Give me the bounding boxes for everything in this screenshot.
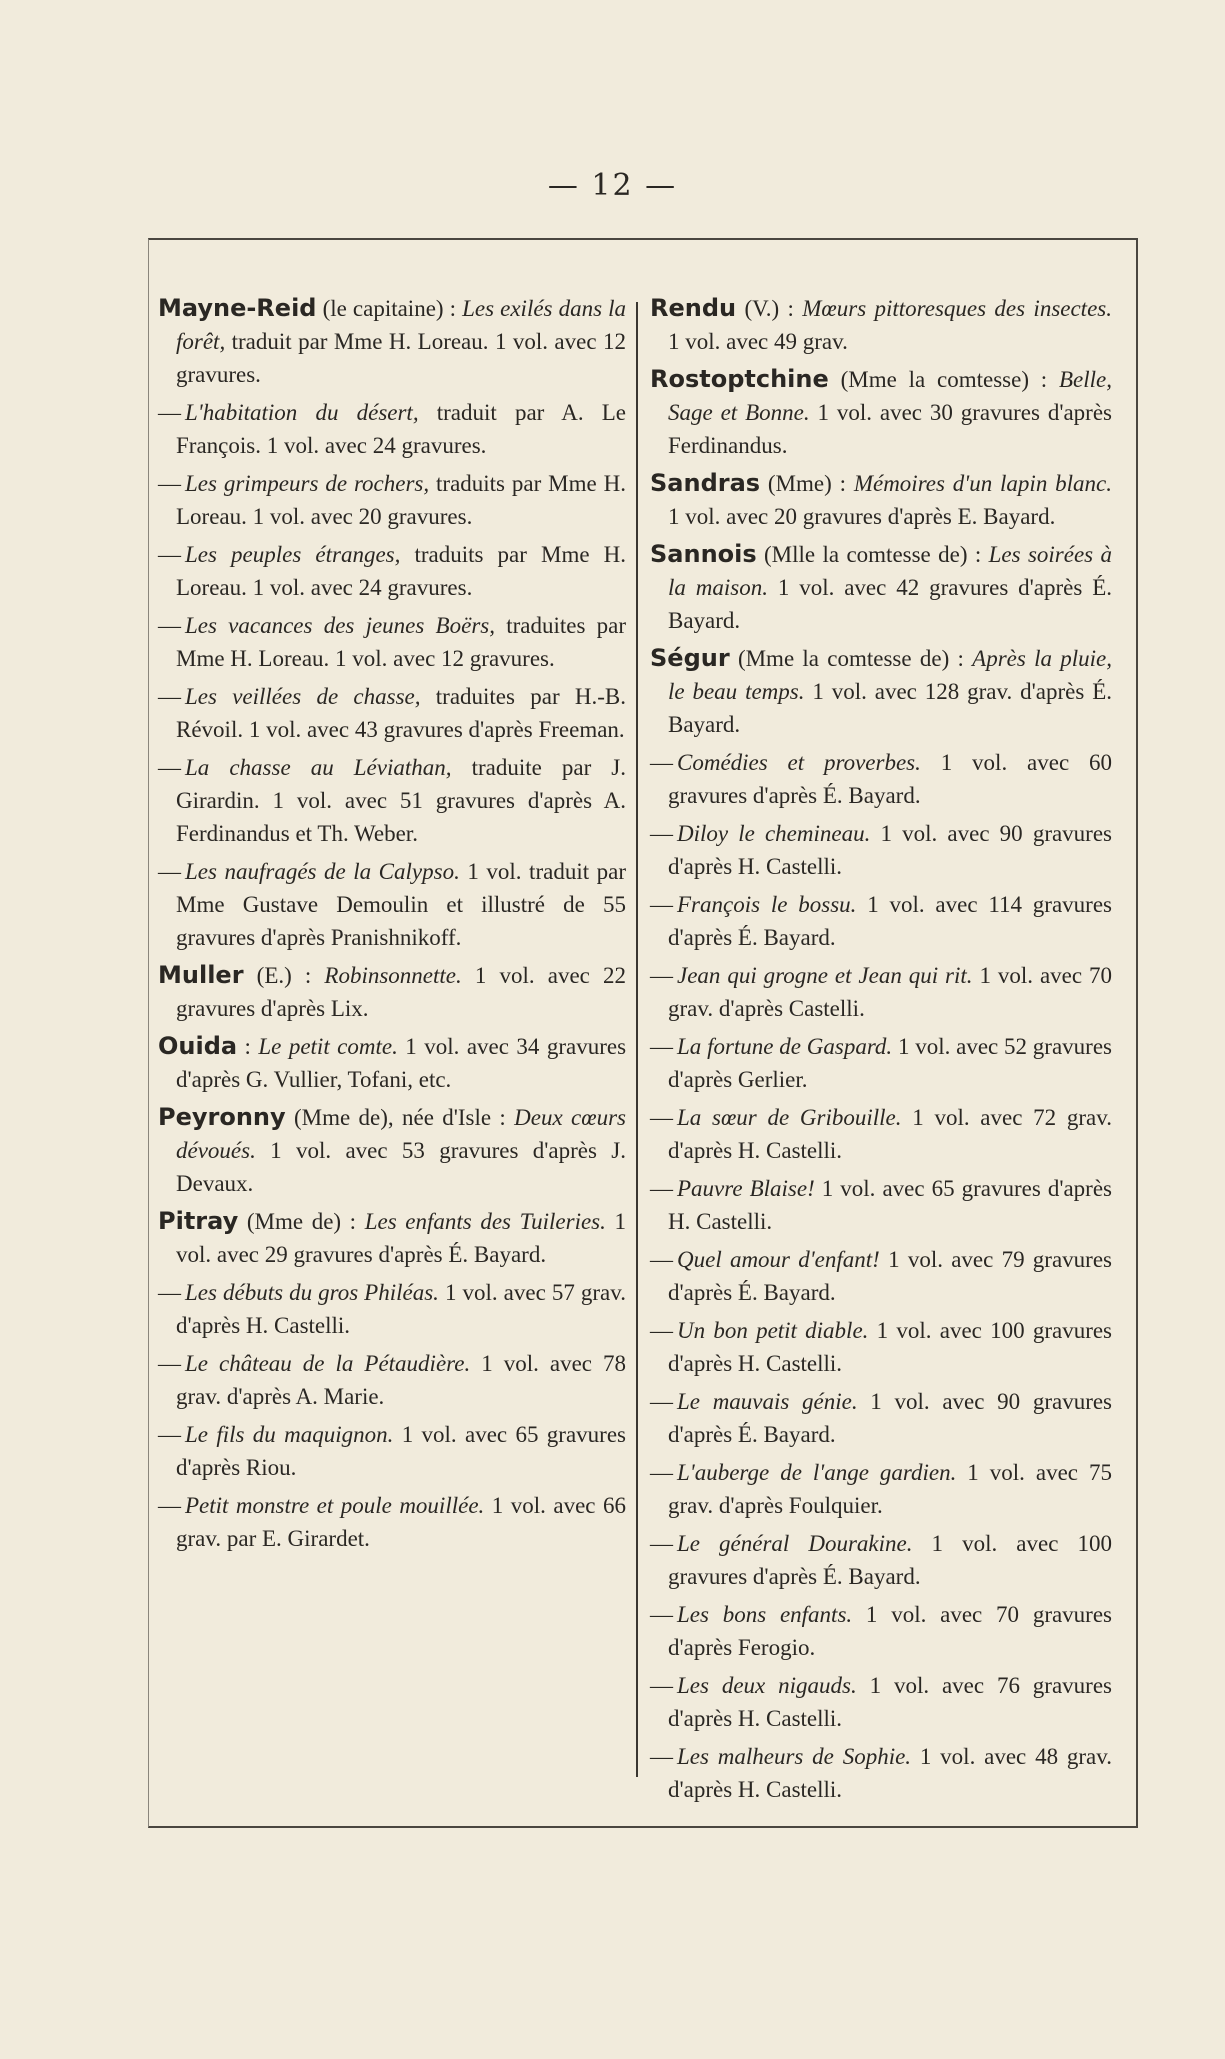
book-details: 1 vol. avec 52 gravures d'après Gerlier. xyxy=(668,1034,1112,1092)
author-qualifier: (Mme la comtesse) : xyxy=(828,367,1059,392)
catalog-subentry xyxy=(650,1172,1112,1238)
catalog-entry xyxy=(650,363,1112,462)
book-title: Les naufragés de la Calypso. xyxy=(185,859,460,884)
author-qualifier: (Mme) : xyxy=(760,471,854,496)
book-title: Les bons enfants. xyxy=(677,1602,853,1627)
dash-mark: — xyxy=(650,1389,673,1414)
catalog-entry xyxy=(158,292,626,391)
dash-mark: — xyxy=(650,1673,673,1698)
author-qualifier: (Mme la comtesse de) : xyxy=(729,646,973,671)
catalog-subentry xyxy=(650,1527,1112,1593)
book-details: 1 vol. avec 70 gravures d'après Ferogio. xyxy=(668,1602,1113,1660)
dash-mark: — xyxy=(158,613,181,638)
book-title: François le bossu. xyxy=(677,892,857,917)
book-title: Quel amour d'enfant! xyxy=(677,1247,880,1272)
book-details: 1 vol. traduit par Mme Gustave Demoulin et illustré de 55 gravures d'après Pranishnikoff. xyxy=(176,859,626,950)
catalog-entry xyxy=(158,1205,626,1271)
catalog-subentry xyxy=(650,1669,1112,1735)
book-title: Le petit comte. xyxy=(258,1034,398,1059)
dash-mark: — xyxy=(158,542,181,567)
book-title: Les malheurs de Sophie. xyxy=(677,1744,912,1769)
book-title: Les exilés dans la forêt, xyxy=(176,296,626,354)
author-name: Mayne-Reid xyxy=(158,294,317,322)
dash-mark: — xyxy=(650,1247,673,1272)
catalog-subentry xyxy=(650,1030,1112,1096)
dash-mark: — xyxy=(158,1493,181,1518)
book-title: Comédies et proverbes. xyxy=(677,750,921,775)
author-qualifier: (le capitaine) : xyxy=(316,296,463,321)
book-details: 1 vol. avec 70 grav. d'après Castelli. xyxy=(668,963,1113,1021)
catalog-subentry xyxy=(158,396,626,462)
book-title: Deux cœurs dévoués. xyxy=(176,1105,626,1163)
book-details: 1 vol. avec 53 gravures d'après J. Devaux. xyxy=(176,1138,626,1196)
catalog-subentry xyxy=(158,1276,626,1342)
book-title: Petit monstre et poule mouillée. xyxy=(185,1493,485,1518)
author-name: Sannois xyxy=(650,540,757,568)
author-qualifier: (Mlle la comtesse de) : xyxy=(756,542,989,567)
book-details: 1 vol. avec 57 grav. d'après H. Castelli. xyxy=(176,1280,627,1338)
author-name: Peyronny xyxy=(158,1103,286,1131)
dash-mark: — xyxy=(158,1351,181,1376)
book-details: 1 vol. avec 75 grav. d'après Foulquier. xyxy=(668,1460,1112,1518)
left-column xyxy=(158,292,626,1560)
catalog-subentry xyxy=(650,817,1112,883)
dash-mark: — xyxy=(158,755,181,780)
book-details: 1 vol. avec 114 gravures d'après É. Bayard. xyxy=(668,892,1112,950)
dash-mark: — xyxy=(650,750,673,775)
author-name: Rendu xyxy=(650,294,737,322)
book-title: La chasse au Léviathan, xyxy=(185,755,452,780)
catalog-subentry xyxy=(158,751,626,850)
dash-mark: — xyxy=(650,1460,673,1485)
dash-mark: — xyxy=(158,859,181,884)
catalog-subentry xyxy=(158,467,626,533)
book-details: 1 vol. avec 20 gravures d'après E. Bayard. xyxy=(668,504,1056,529)
book-details: 1 vol. avec 29 gravures d'après É. Bayard. xyxy=(176,1209,627,1267)
catalog-subentry xyxy=(158,1418,626,1484)
book-title: Les peuples étranges, xyxy=(185,542,401,567)
dash-mark: — xyxy=(650,963,673,988)
column-divider xyxy=(636,302,638,1777)
dash-mark: — xyxy=(650,1034,673,1059)
book-details: traduit par Mme H. Loreau. 1 vol. avec 12 gravures. xyxy=(176,329,626,387)
catalog-subentry xyxy=(650,959,1112,1025)
dash-mark: — xyxy=(650,1531,673,1556)
book-title: La sœur de Gribouille. xyxy=(677,1105,902,1130)
author-qualifier: (Mme de), née d'Isle : xyxy=(285,1105,515,1130)
book-details: traduits par Mme H. Loreau. 1 vol. avec 24 gravures. xyxy=(176,542,626,600)
author-name: Pitray xyxy=(158,1207,239,1235)
catalog-subentry xyxy=(158,1347,626,1413)
catalog-subentry xyxy=(650,1598,1112,1664)
author-name: Ségur xyxy=(650,644,730,672)
book-title: Les enfants des Tuileries. xyxy=(364,1209,606,1234)
book-details: 1 vol. avec 49 grav. xyxy=(668,329,848,354)
book-title: Les grimpeurs de rochers, xyxy=(185,471,430,496)
dash-mark: — xyxy=(650,892,673,917)
book-title: L'auberge de l'ange gardien. xyxy=(677,1460,957,1485)
book-details: 1 vol. avec 66 grav. par E. Girardet. xyxy=(176,1493,626,1551)
author-name: Muller xyxy=(158,961,244,989)
catalog-subentry xyxy=(650,746,1112,812)
book-details: traduits par Mme H. Loreau. 1 vol. avec 20 gravures. xyxy=(176,471,626,529)
book-details: 1 vol. avec 22 gravures d'après Lix. xyxy=(176,963,627,1021)
book-details: 1 vol. avec 90 gravures d'après H. Castelli. xyxy=(668,821,1113,879)
book-title: Jean qui grogne et Jean qui rit. xyxy=(677,963,973,988)
book-details: 1 vol. avec 60 gravures d'après É. Bayard. xyxy=(668,750,1113,808)
book-details: traduites par H.-B. Révoil. 1 vol. avec 43 gravures d'après Freeman. xyxy=(176,684,626,742)
book-title: Mémoires d'un lapin blanc. xyxy=(853,471,1112,496)
catalog-entry xyxy=(650,642,1112,741)
catalog-entry xyxy=(158,1101,626,1200)
author-name: Ouida xyxy=(158,1032,238,1060)
book-details: 1 vol. avec 65 gravures d'après H. Castelli. xyxy=(668,1176,1112,1234)
catalog-entry xyxy=(650,538,1112,637)
book-title: Le fils du maquignon. xyxy=(185,1422,394,1447)
dash-mark: — xyxy=(650,1744,673,1769)
dash-mark: — xyxy=(158,400,181,425)
book-title: Le général Dourakine. xyxy=(677,1531,913,1556)
book-details: 1 vol. avec 90 gravures d'après É. Bayard. xyxy=(668,1389,1113,1447)
catalog-subentry xyxy=(650,1101,1112,1167)
book-title: Les deux nigauds. xyxy=(677,1673,857,1698)
book-details: 1 vol. avec 34 gravures d'après G. Vullier, Tofani, etc. xyxy=(176,1034,627,1092)
author-qualifier: (Mme de) : xyxy=(238,1209,365,1234)
catalog-subentry xyxy=(158,609,626,675)
book-title: Un bon petit diable. xyxy=(677,1318,869,1343)
catalog-subentry xyxy=(650,1456,1112,1522)
book-details: 1 vol. avec 65 gravures d'après Riou. xyxy=(176,1422,626,1480)
author-name: Rostoptchine xyxy=(650,365,829,393)
catalog-subentry xyxy=(650,1314,1112,1380)
book-title: Belle, Sage et Bonne. xyxy=(668,367,1112,425)
book-title: Le château de la Pétaudière. xyxy=(185,1351,471,1376)
catalog-subentry xyxy=(650,1740,1112,1806)
book-title: Robinsonnette. xyxy=(324,963,462,988)
right-column xyxy=(650,292,1112,1811)
book-details: 1 vol. avec 79 gravures d'après É. Bayard. xyxy=(668,1247,1112,1305)
catalog-subentry xyxy=(158,538,626,604)
book-title: Les soirées à la maison. xyxy=(668,542,1112,600)
dash-mark: — xyxy=(158,1280,181,1305)
dash-mark: — xyxy=(158,1422,181,1447)
catalog-subentry xyxy=(158,1489,626,1555)
book-title: Diloy le chemineau. xyxy=(677,821,871,846)
author-name: Sandras xyxy=(650,469,761,497)
catalog-entry xyxy=(158,1030,626,1096)
page-number: — 12 — xyxy=(547,168,678,203)
book-details: 1 vol. avec 128 grav. d'après É. Bayard. xyxy=(668,679,1112,737)
book-title: La fortune de Gaspard. xyxy=(677,1034,893,1059)
dash-mark: — xyxy=(158,684,181,709)
dash-mark: — xyxy=(650,1318,673,1343)
catalog-subentry xyxy=(158,855,626,954)
dash-mark: — xyxy=(158,471,181,496)
book-title: Les veillées de chasse, xyxy=(185,684,421,709)
catalog-subentry xyxy=(650,1243,1112,1309)
book-title: Après la pluie, le beau temps. xyxy=(668,646,1112,704)
author-qualifier: (V.) : xyxy=(736,296,803,321)
book-details: 1 vol. avec 100 gravures d'après H. Castelli. xyxy=(668,1318,1113,1376)
book-details: traduites par Mme H. Loreau. 1 vol. avec 12 gravures. xyxy=(176,613,626,671)
catalog-entry xyxy=(650,292,1112,358)
dash-mark: — xyxy=(650,821,673,846)
catalog-subentry xyxy=(650,888,1112,954)
book-details: 1 vol. avec 42 gravures d'après É. Bayard. xyxy=(668,575,1113,633)
catalog-entry xyxy=(650,467,1112,533)
author-qualifier: : xyxy=(237,1034,259,1059)
book-title: Le mauvais génie. xyxy=(677,1389,858,1414)
book-details: traduit par A. Le François. 1 vol. avec 24 gravures. xyxy=(176,400,626,458)
dash-mark: — xyxy=(650,1602,673,1627)
book-details: 1 vol. avec 76 gravures d'après H. Castelli. xyxy=(668,1673,1112,1731)
dash-mark: — xyxy=(650,1176,673,1201)
book-details: 1 vol. avec 48 grav. d'après H. Castelli. xyxy=(668,1744,1113,1802)
author-qualifier: (E.) : xyxy=(243,963,325,988)
book-details: 1 vol. avec 78 grav. d'après A. Marie. xyxy=(176,1351,626,1409)
book-details: traduite par J. Girardin. 1 vol. avec 51 gravures d'après A. Ferdinandus et Th. Weber. xyxy=(176,755,626,846)
book-title: L'habitation du désert, xyxy=(185,400,419,425)
dash-mark: — xyxy=(650,1105,673,1130)
book-details: 1 vol. avec 72 grav. d'après H. Castelli. xyxy=(668,1105,1113,1163)
catalog-entry xyxy=(158,959,626,1025)
catalog-subentry xyxy=(158,680,626,746)
book-title: Mœurs pittoresques des insectes. xyxy=(802,296,1112,321)
catalog-subentry xyxy=(650,1385,1112,1451)
book-details: 1 vol. avec 100 gravures d'après É. Bayard. xyxy=(668,1531,1112,1589)
book-title: Les débuts du gros Philéas. xyxy=(185,1280,439,1305)
book-title: Pauvre Blaise! xyxy=(677,1176,815,1201)
book-title: Les vacances des jeunes Boërs, xyxy=(185,613,495,638)
book-details: 1 vol. avec 30 gravures d'après Ferdinandus. xyxy=(668,400,1112,458)
